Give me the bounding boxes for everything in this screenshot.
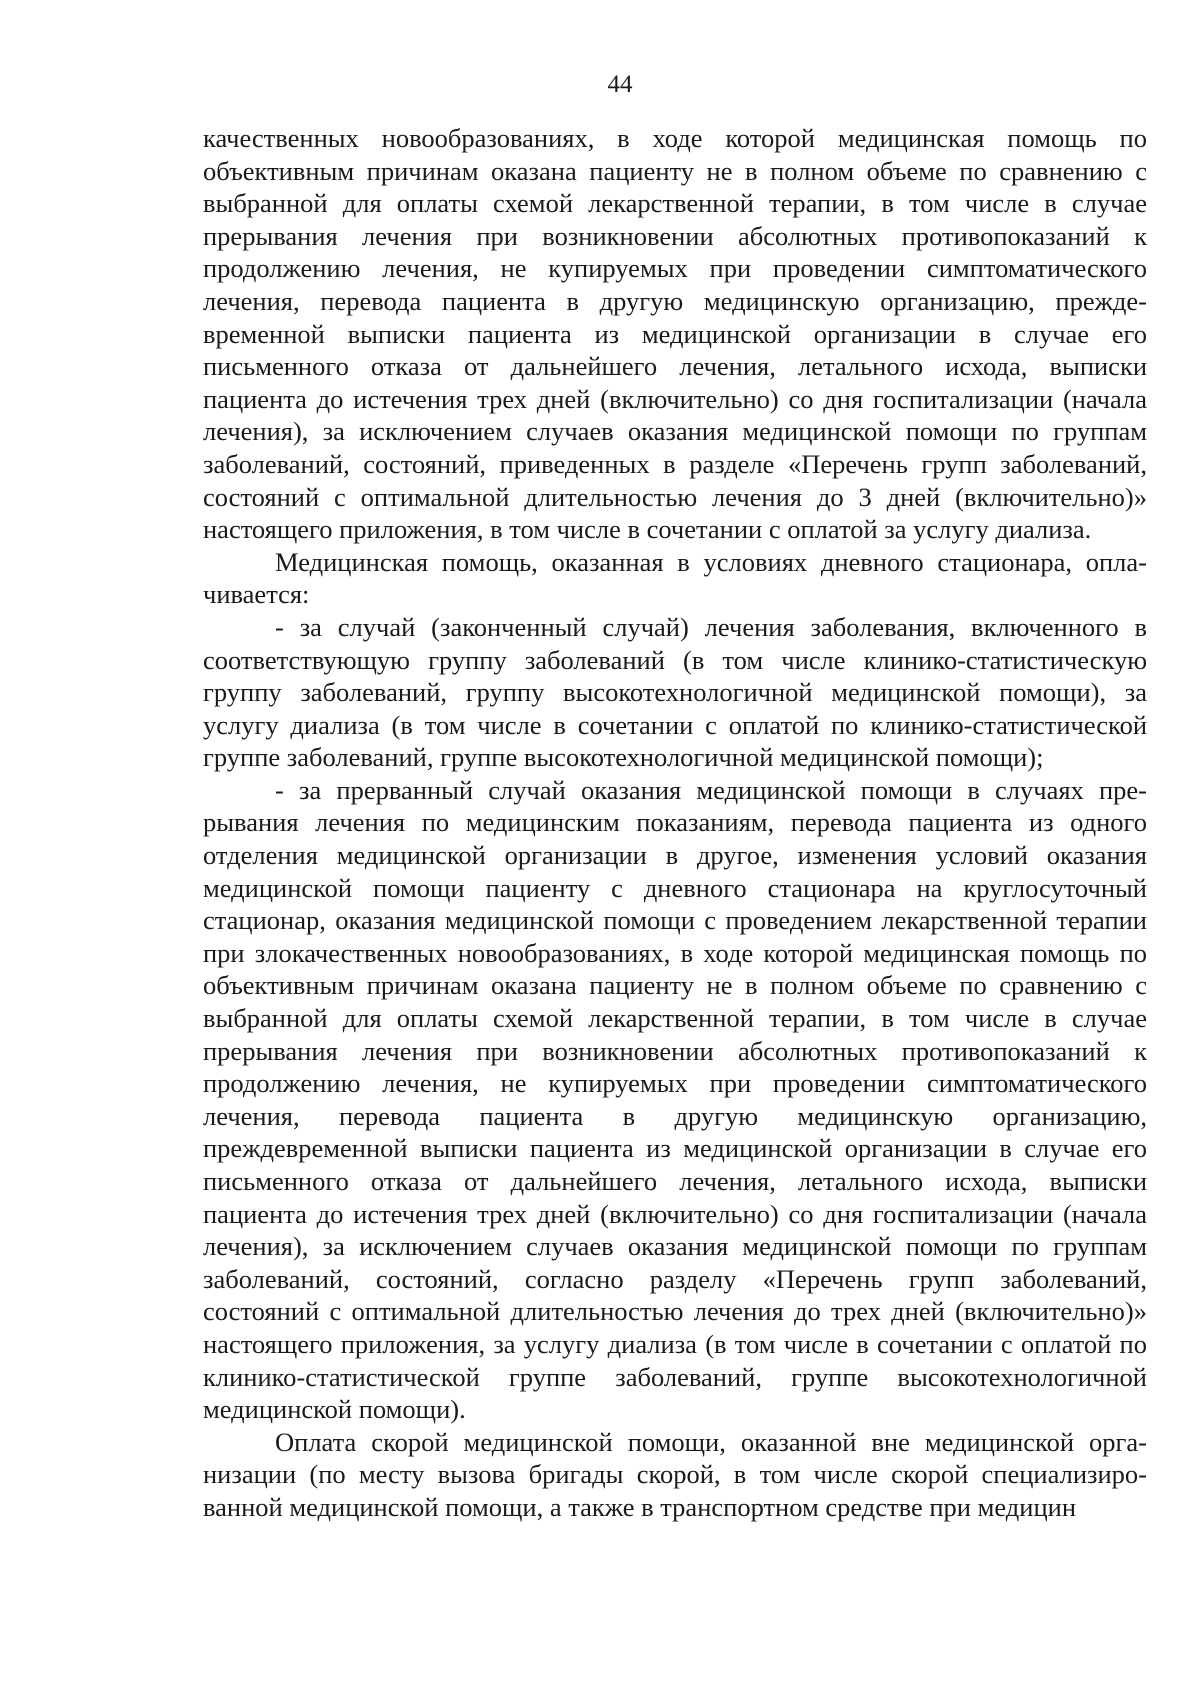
document-body (203, 122, 1147, 1524)
paragraph-interrupted-case-item: - за прерванный случай оказания медицинской помощи в случаях прерывания лечения по медицинским показаниям, перевода пациента из одного отделения медицинской организации в другое, изменения условий оказания медицинской помощи пациенту с дневного стационара на круглосуточный стационар, оказания медицинской помощи с проведением лекарственной терапии при злокачественных новообразованиях, в ходе которой медицинская помощь по объективным причинам оказана пациенту не в полном объеме по сравнению с выбранной для оплаты схемой лекарственной терапии, в том числе в случае прерывания лечения при возникновении абсолютных противопоказаний к продолжению лечения, не купируемых при проведении симптоматического лечения, перевода пациента в другую медицинскую организацию, преждевременной выписки пациента из медицинской организации в случае его письменного отказа от дальнейшего лечения, летального исхода, выписки пациента до истечения трех дней (включительно) со дня госпитализации (начала лечения), за исключением случаев оказания медицинской помощи по группам заболеваний, состояний, согласно разделу «Перечень групп заболеваний, состояний с оптимальной длительностью лечения до трех дней (включительно)» настоящего приложения, за услугу диализа (в том числе в сочетании с оплатой по клинико-статистической группе заболеваний, группе высокотехнологичной медицинской помощи). (203, 774, 1147, 1425)
paragraph-day-hospital-payment: Медицинская помощь, оказанная в условиях дневного стационара, оплачивается: (203, 546, 1147, 610)
paragraph-completed-case-item: - за случай (законченный случай) лечения заболевания, включенного в соответствующую группу заболеваний (в том числе клинико-статистическую группу заболеваний, группу высокотехнологичной медицинской помощи), за услугу диализа (в том числе в сочетании с оплатой по клинико-статистической группе заболеваний, группе высокотехнологичной медицинской помощи); (203, 611, 1147, 773)
page-number: 44 (607, 71, 633, 98)
paragraph-ambulance-payment: Оплата скорой медицинской помощи, оказанной вне медицинской организации (по месту вызова бригады скорой, в том числе скорой специализированной медицинской помощи, а также в транспортном средстве при медицин (203, 1426, 1147, 1522)
paragraph-continuation: качественных новообразованиях, в ходе которой медицинская помощь по объективным причинам оказана пациенту не в полном объеме по сравнению с выбранной для оплаты схемой лекарственной терапии, в том числе в случае прерывания лечения при возникновении абсолютных противопоказаний к продолжению лечения, не купируемых при проведении симптоматического лечения, перевода пациента в другую медицинскую организацию, преждевременной выписки пациента из медицинской организации в случае его письменного отказа от дальнейшего лечения, летального исхода, выписки пациента до истечения трех дней (включительно) со дня госпитализации (начала лечения), за исключением случаев оказания медицинской помощи по группам заболеваний, состояний, приведенных в разделе «Перечень групп заболеваний, состояний с оптимальной длительностью лечения до 3 дней (включительно)» настоящего приложения, в том числе в сочетании с оплатой за услугу диализа. (203, 123, 1147, 545)
